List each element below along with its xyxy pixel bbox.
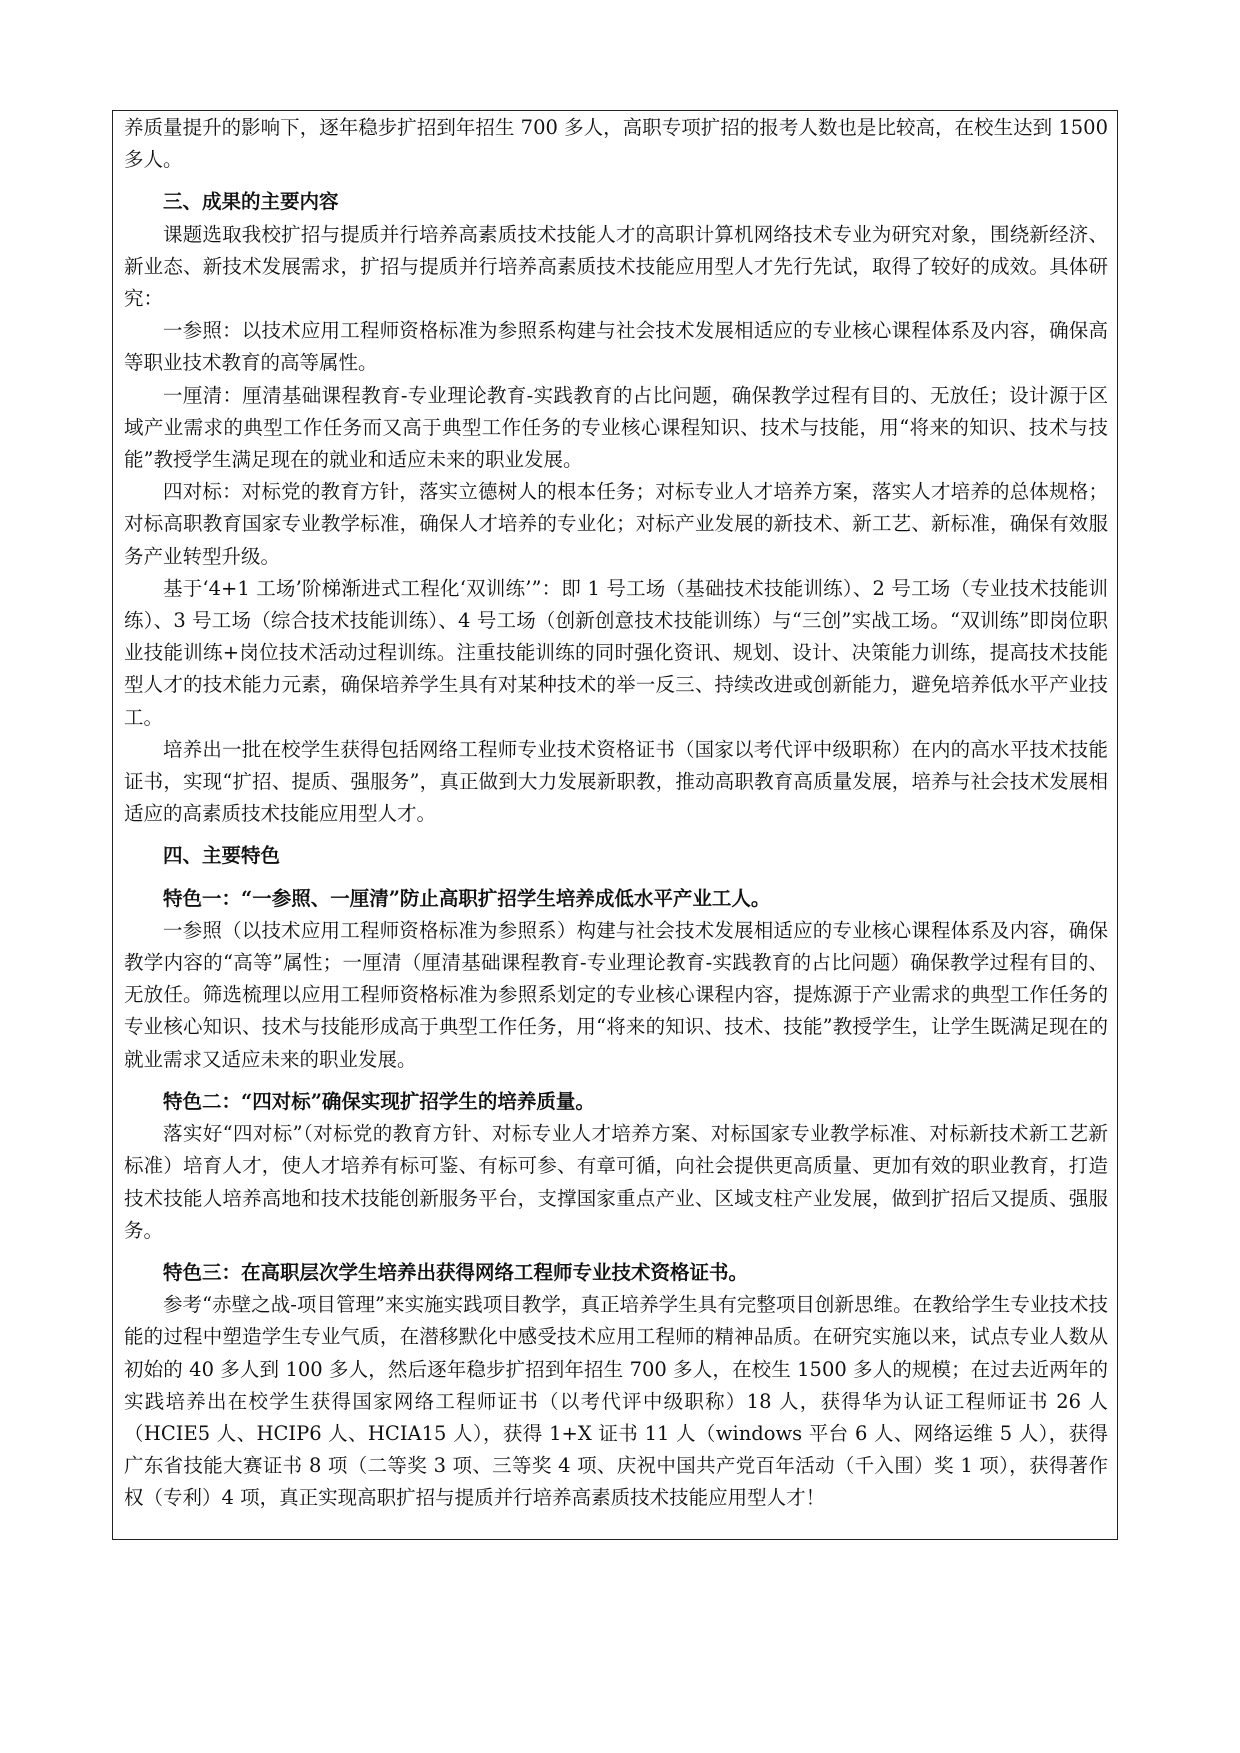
feature-1-title: 特色一：“一参照、一厘清”防止高职扩招学生培养成低水平产业工人。	[163, 886, 771, 910]
feature-1-body: 一参照（以技术应用工程师资格标准为参照系）构建与社会技术发展相适应的专业核心课程体系及内容，确保教学内容的“高等”属性；一厘清（厘清基础课程教育-专业理论教育-实践教育的占比问题）确保教学过程有目的、无放任。筛选梳理以应用工程师资格标准为参照系划定的专业核心课程内容，提炼源于产业需求的典型工作任务的专业核心知识、技术与技能形成高于典型工作任务，用“将来的知识、技术、技能”教授学生，让学生既满足现在的就业需求又适应未来的职业发展。	[124, 918, 1108, 1071]
intro-tail-paragraph: 养质量提升的影响下，逐年稳步扩招到年招生 700 多人，高职专项扩招的报考人数也是比较高，在校生达到 1500 多人。	[124, 116, 1108, 172]
feature-3-title: 特色三：在高职层次学生培养出获得网络工程师专业技术资格证书。	[163, 1260, 749, 1284]
section-3-paragraph-1: 课题选取我校扩招与提质并行培养高素质技术技能人才的高职计算机网络技术专业为研究对象，围绕新经济、新业态、新技术发展需求，扩招与提质并行培养高素质技术技能应用型人才先行先试，取得了较好的成效。具体研究：	[124, 222, 1108, 311]
feature-2-body: 落实好“四对标”（对标党的教育方针、对标专业人才培养方案、对标国家专业教学标准、对标新技术新工艺新标准）培育人才，使人才培养有标可鉴、有标可参、有章可循，向社会提供更高质量、更加有效的职业教育，打造技术技能人培养高地和技术技能创新服务平台，支撑国家重点产业、区域支柱产业发展，做到扩招后又提质、强服务。	[124, 1122, 1108, 1242]
section-3-paragraph-6: 培养出一批在校学生获得包括网络工程师专业技术资格证书（国家以考代评中级职称）在内的高水平技术技能证书，实现“扩招、提质、强服务”，真正做到大力发展新职教，推动高职教育高质量发展，培养与社会技术发展相适应的高素质技术技能应用型人才。	[124, 737, 1108, 826]
feature-2-title: 特色二：“四对标”确保实现扩招学生的培养质量。	[163, 1089, 595, 1113]
section-3-paragraph-3: 一厘清：厘清基础课程教育-专业理论教育-实践教育的占比问题，确保教学过程有目的、无放任；设计源于区域产业需求的典型工作任务而又高于典型工作任务的专业核心课程知识、技术与技能，用“将来的知识、技术与技能”教授学生满足现在的就业和适应未来的职业发展。	[124, 383, 1108, 472]
section-3-paragraph-2: 一参照：以技术应用工程师资格标准为参照系构建与社会技术发展相适应的专业核心课程体系及内容，确保高等职业技术教育的高等属性。	[124, 319, 1108, 375]
section-4-heading: 四、主要特色	[163, 844, 281, 868]
section-3-heading: 三、成果的主要内容	[163, 190, 339, 214]
section-3-paragraph-4: 四对标：对标党的教育方针，落实立德树人的根本任务；对标专业人才培养方案，落实人才培养的总体规格；对标高职教育国家专业教学标准，确保人才培养的专业化；对标产业发展的新技术、新工艺、新标准，确保有效服务产业转型升级。	[124, 480, 1108, 568]
document-body	[124, 112, 1108, 1515]
feature-3-body: 参考“赤壁之战-项目管理”来实施实践项目教学，真正培养学生具有完整项目创新思维。在教给学生专业技术技能的过程中塑造学生专业气质，在潜移默化中感受技术应用工程师的精神品质。在研究实施以来，试点专业人数从初始的 40 多人到 100 多人，然后逐年稳步扩招到年招生 700 多人，在校生 1500 多人的规模；在过去近两年的实践培养出在校学生获得国家网络工程师证书（以考代评中级职称）18 人，获得华为认证工程师证书 26 人（HCIE5 人、HCIP6 人、HCIA15 人），获得 1+X 证书 11 人（windows 平台 6 人、网络运维 5 人），获得广东省技能大赛证书 8 项（二等奖 3 项、三等奖 4 项、庆祝中国共产党百年活动（千入围）奖 1 项），获得著作权（专利）4 项，真正实现高职扩招与提质并行培养高素质技术技能应用型人才！	[124, 1293, 1108, 1510]
section-3-paragraph-5: 基于‘4+1 工场’阶梯渐进式工程化‘双训练’”：即 1 号工场（基础技术技能训练）、2 号工场（专业技术技能训练）、3 号工场（综合技术技能训练）、4 号工场（创新创意技术技能训练）与“三创”实战工场。“双训练”即岗位职业技能训练+岗位技术活动过程训练。注重技能训练的同时强化资讯、规划、设计、决策能力训练，提高技术技能型人才的技术能力元素，确保培养学生具有对某种技术的举一反三、持续改进或创新能力，避免培养低水平产业技工。	[124, 576, 1108, 729]
